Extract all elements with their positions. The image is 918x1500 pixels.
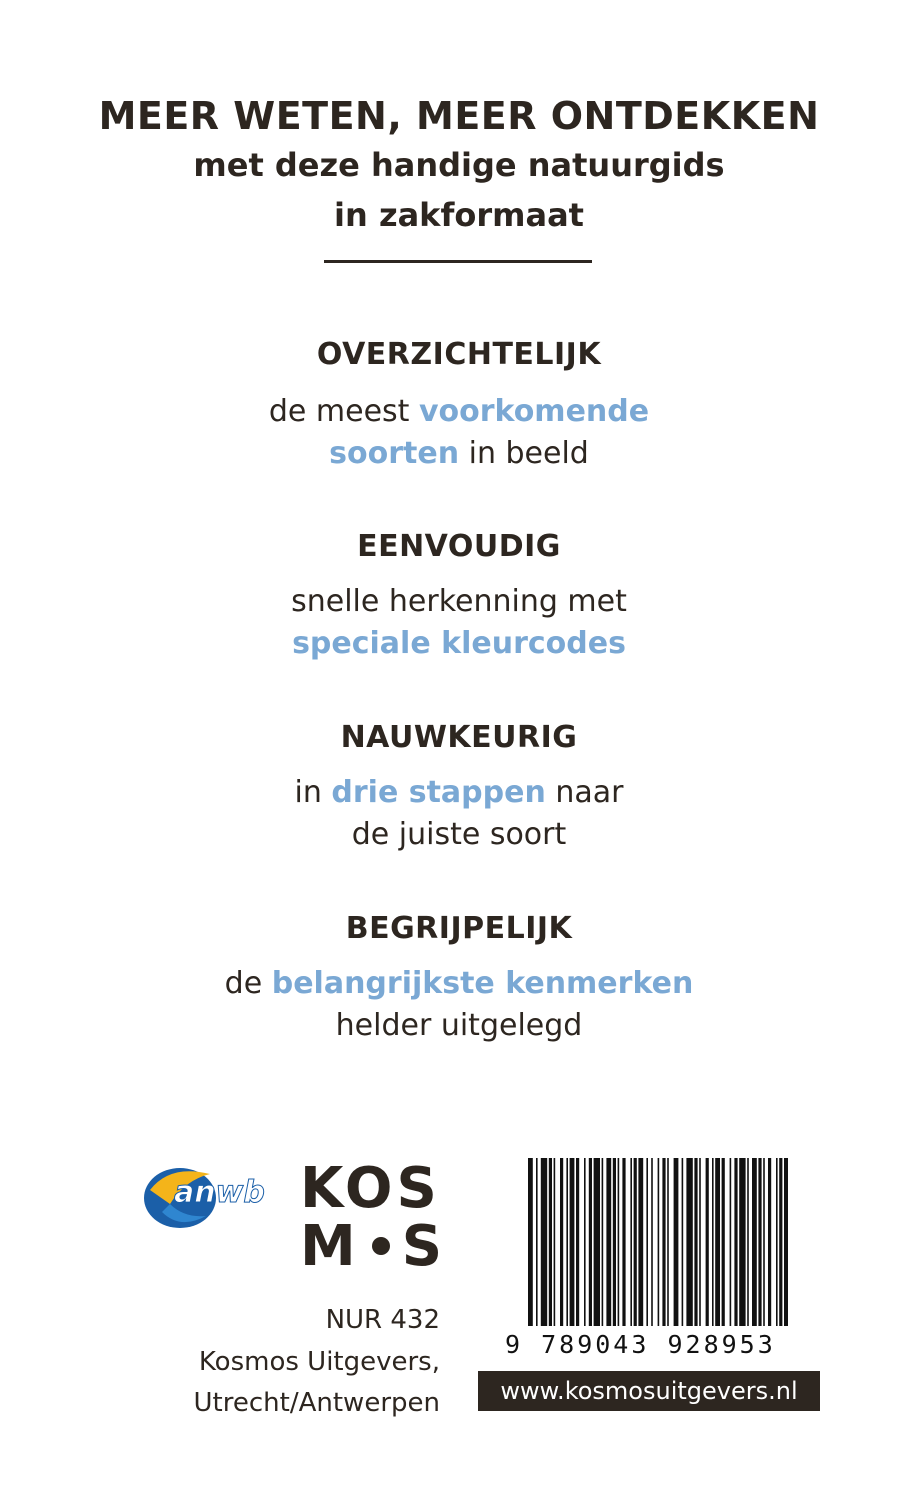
body-text: de juiste soort	[351, 817, 567, 852]
section-begrijpelijk	[0, 911, 918, 1047]
barcode-bar	[715, 1158, 720, 1326]
barcode-bar	[763, 1158, 765, 1326]
section-nauwkeurig	[0, 720, 918, 856]
subheadline	[0, 140, 918, 240]
barcode-bar	[694, 1158, 697, 1326]
barcode-bar	[646, 1158, 648, 1326]
section-body	[0, 772, 918, 856]
body-text: de meest	[268, 394, 419, 429]
barcode-bar	[758, 1158, 761, 1326]
barcode-bar	[768, 1158, 771, 1326]
barcode-bar	[699, 1158, 701, 1326]
anwb-logo	[140, 1160, 280, 1236]
kosmos-logo	[300, 1156, 450, 1279]
barcode-bar	[734, 1158, 737, 1326]
publisher-name: Kosmos Uitgevers,	[198, 1347, 440, 1377]
highlight-text: soorten	[329, 436, 460, 471]
body-text: in beeld	[459, 436, 589, 471]
subhead-line-1: met deze handige natuurgids	[193, 146, 725, 184]
section-body	[0, 963, 918, 1047]
section-title: OVERZICHTELIJK	[316, 337, 602, 372]
subhead-line-2: in zakformaat	[334, 196, 584, 234]
barcode-bar	[630, 1158, 632, 1326]
headline: MEER WETEN, MEER ONTDEKKEN	[98, 94, 820, 138]
barcode-bar	[674, 1158, 679, 1326]
barcode-bar	[560, 1158, 563, 1326]
section-title: NAUWKEURIG	[340, 720, 578, 755]
barcode-bar	[570, 1158, 575, 1326]
body-text: naar	[545, 775, 624, 810]
divider-rule	[324, 260, 592, 263]
barcode-bar	[651, 1158, 653, 1326]
section-body	[0, 391, 918, 475]
section-title: EENVOUDIG	[357, 529, 561, 564]
barcode-bar	[613, 1158, 616, 1326]
body-text: helder uitgelegd	[335, 1008, 583, 1043]
barcode-bar	[712, 1158, 714, 1326]
barcode-bar	[638, 1158, 643, 1326]
section-title: BEGRIJPELIJK	[345, 911, 573, 946]
highlight-text: drie stappen	[331, 775, 546, 810]
barcode	[526, 1158, 788, 1328]
barcode-bar	[779, 1158, 782, 1326]
body-text: in	[294, 775, 332, 810]
barcode-bar	[594, 1158, 600, 1326]
kosmos-letter-m: M	[300, 1214, 360, 1279]
barcode-bar	[606, 1158, 611, 1326]
barcode-bar	[747, 1158, 749, 1326]
barcode-bar	[584, 1158, 586, 1326]
barcode-bar	[622, 1158, 625, 1326]
website-url: www.kosmosuitgevers.nl	[478, 1371, 820, 1411]
kosmos-dot-icon	[372, 1237, 390, 1255]
isbn-number: 9 789043 928953	[505, 1330, 776, 1359]
kosmos-letter-s: S	[401, 1214, 447, 1279]
highlight-text: speciale kleurcodes	[292, 626, 626, 661]
publisher-city: Utrecht/Antwerpen	[193, 1388, 440, 1418]
barcode-bar	[549, 1158, 552, 1326]
kosmos-wordmark-bottom	[300, 1214, 450, 1279]
barcode-bar	[541, 1158, 547, 1326]
barcode-bar	[576, 1158, 579, 1326]
barcode-bar	[682, 1158, 684, 1326]
barcode-bar	[730, 1158, 732, 1326]
barcode-bar	[784, 1158, 788, 1326]
section-eenvoudig	[0, 529, 918, 665]
barcode-bar	[658, 1158, 660, 1326]
barcode-bar	[602, 1158, 604, 1326]
highlight-text: belangrijkste kenmerken	[271, 966, 694, 1001]
barcode-bar	[706, 1158, 709, 1326]
barcode-bar	[634, 1158, 637, 1326]
barcode-bar	[667, 1158, 669, 1326]
anwb-wordmark: anwb	[174, 1175, 265, 1210]
barcode-bar	[589, 1158, 592, 1326]
barcode-bar	[739, 1158, 745, 1326]
barcode-bar	[776, 1158, 778, 1326]
section-overzichtelijk	[0, 337, 918, 475]
kosmos-wordmark-top: KOS	[300, 1156, 441, 1221]
barcode-bar	[752, 1158, 757, 1326]
barcode-bar	[662, 1158, 665, 1326]
barcode-bar	[528, 1158, 533, 1326]
barcode-bar	[566, 1158, 568, 1326]
barcode-bar	[536, 1158, 538, 1326]
body-text: snelle herkenning met	[291, 584, 627, 619]
section-body	[0, 581, 918, 665]
barcode-bar	[554, 1158, 556, 1326]
barcode-bar	[618, 1158, 620, 1326]
nur-code: NUR 432	[325, 1305, 440, 1335]
highlight-text: voorkomende	[418, 394, 650, 429]
barcode-bar	[686, 1158, 692, 1326]
body-text: de	[224, 966, 272, 1001]
barcode-bar	[722, 1158, 725, 1326]
